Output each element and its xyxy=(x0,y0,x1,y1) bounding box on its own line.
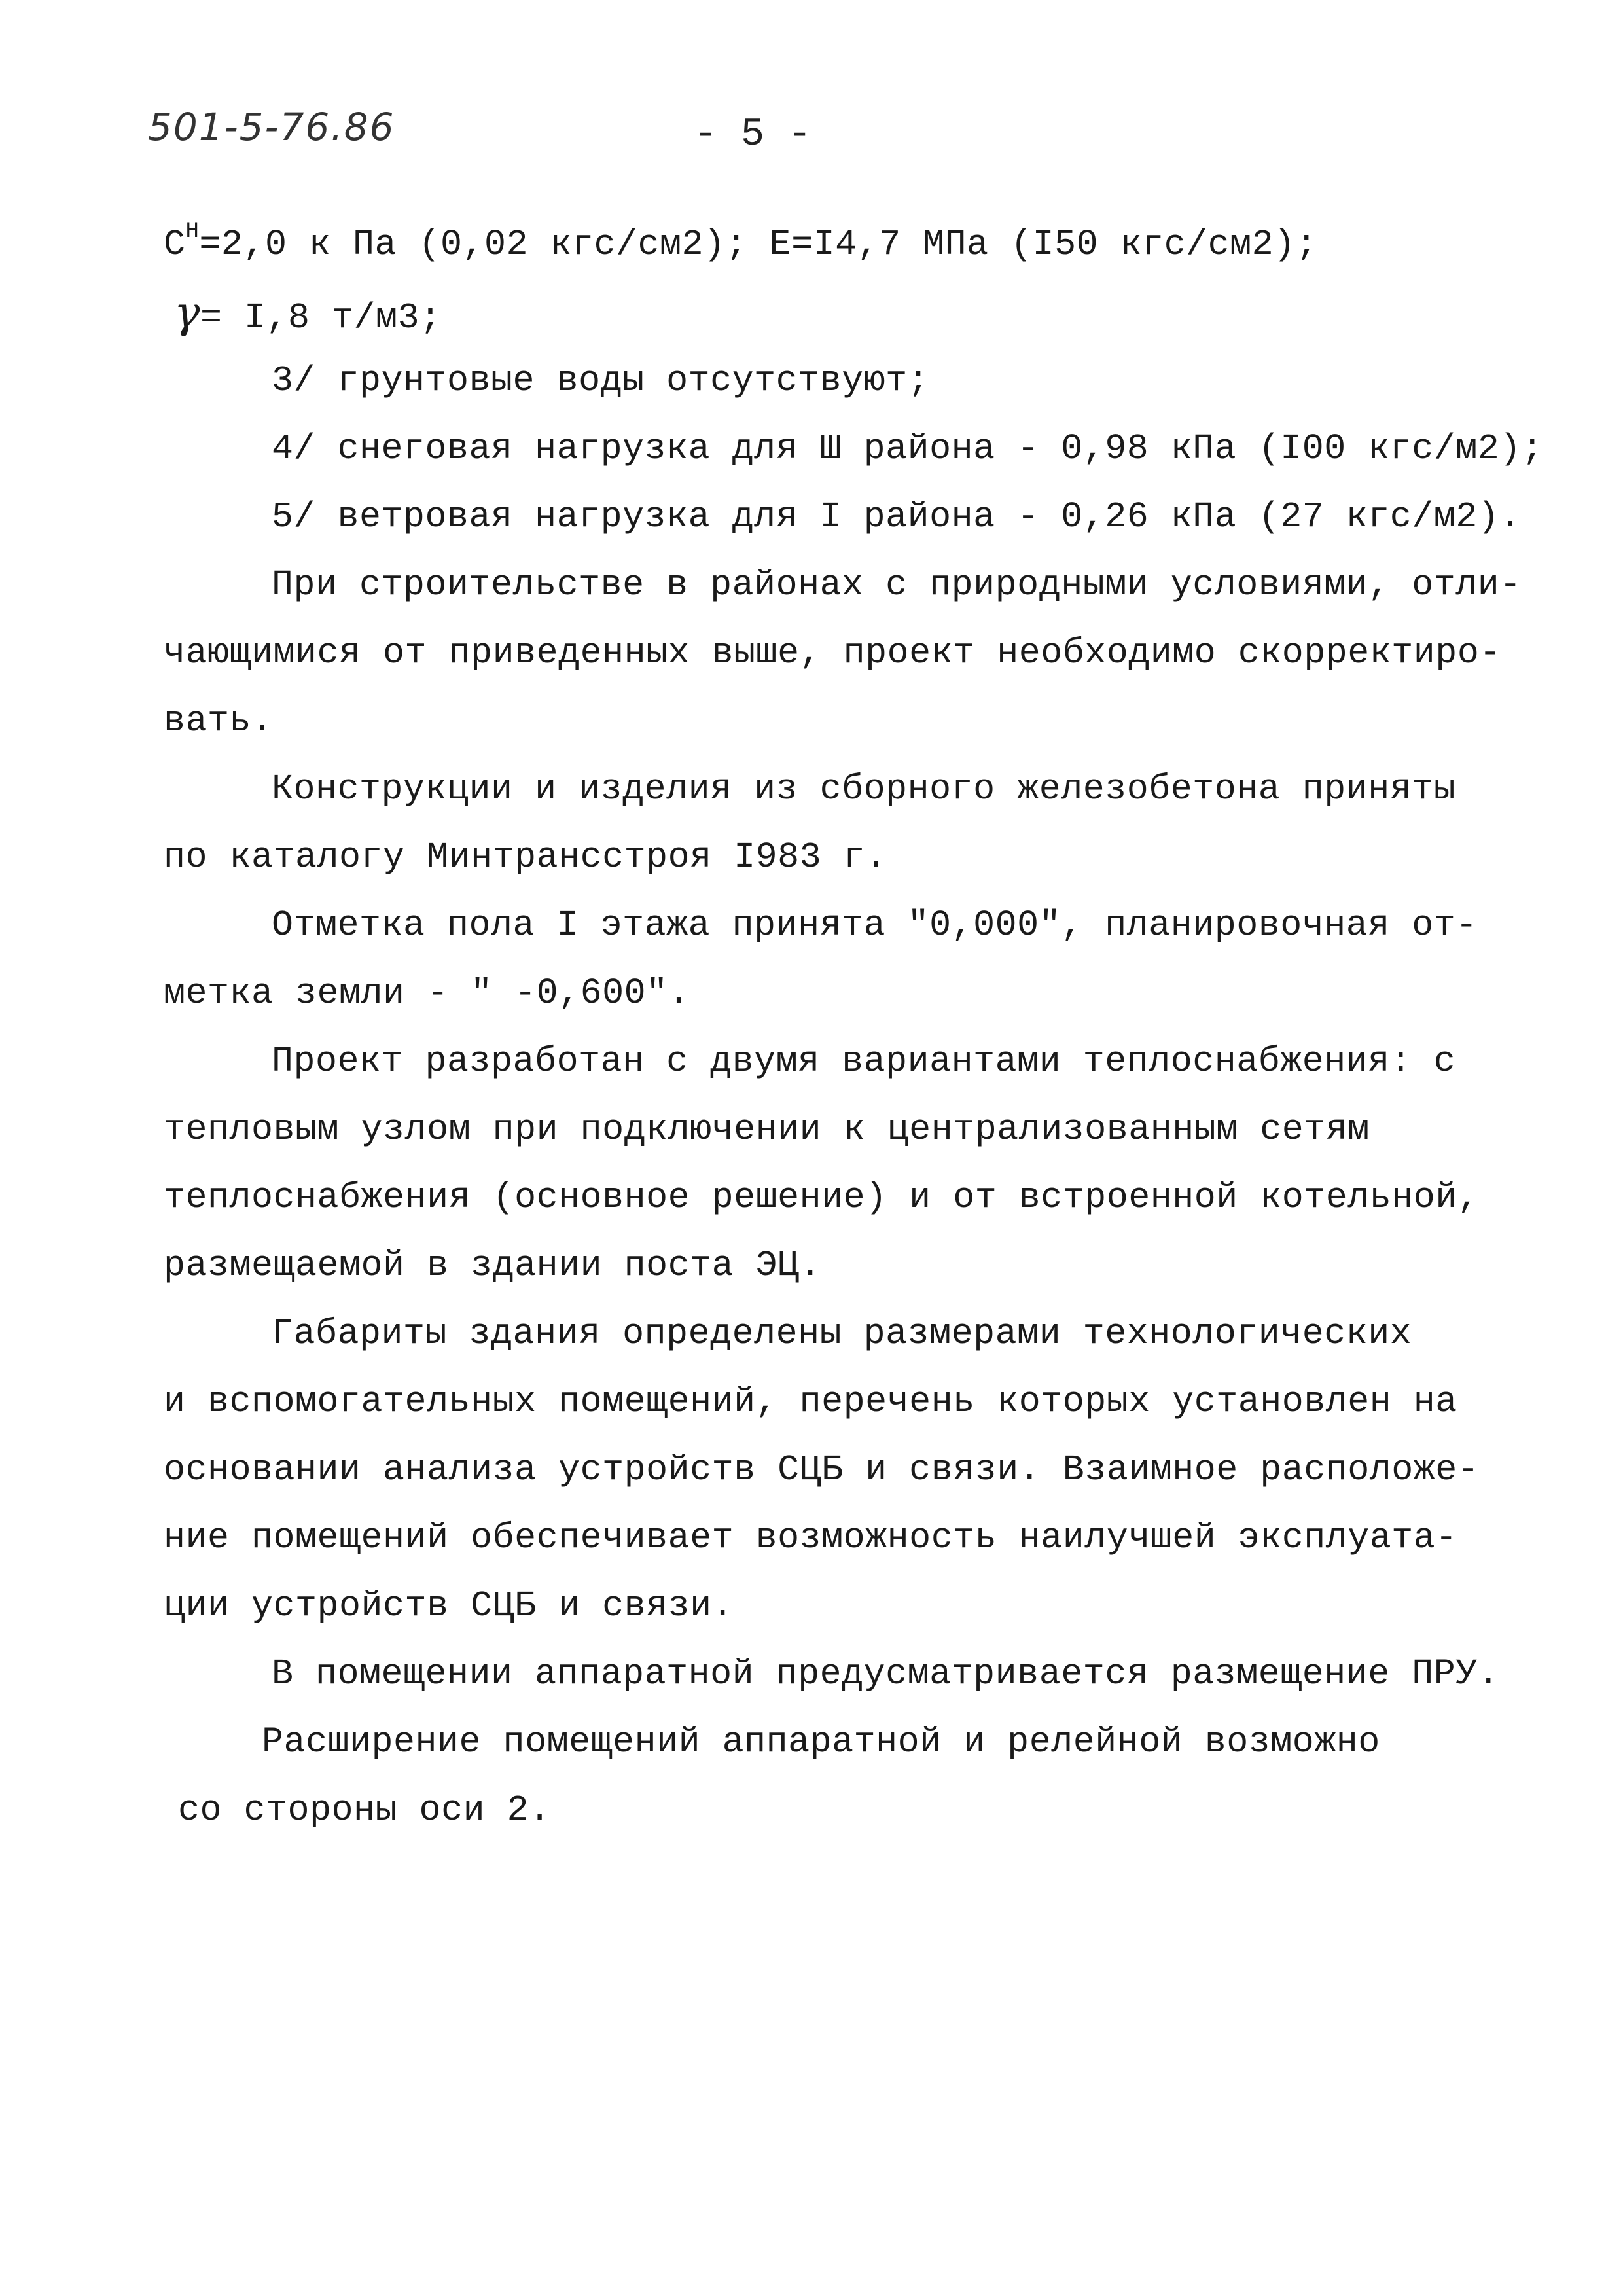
paragraph-line: теплоснабжения (основное решение) и от встроенной котельной, xyxy=(164,1177,1480,1218)
paragraph-line: Габариты здания определены размерами технологических xyxy=(272,1313,1412,1354)
document-body xyxy=(164,211,1544,1844)
paragraph-line: Проект разработан с двумя вариантами теплоснабжения: с xyxy=(272,1041,1456,1082)
gamma-symbol: γ xyxy=(174,287,200,338)
paragraph-line: основании анализа устройств СЦБ и связи. Взаимное расположе- xyxy=(164,1449,1480,1490)
cohesion-symbol: C xyxy=(164,224,186,265)
paragraph-line: В помещении аппаратной предусматривается размещение ПРУ. xyxy=(272,1653,1500,1695)
paragraph-line: чающимися от приведенных выше, проект необходимо скорректиро- xyxy=(164,632,1501,673)
formula-line-cohesion xyxy=(164,211,1512,279)
paragraph-line: тепловым узлом при подключении к централизованным сетям xyxy=(164,1109,1370,1150)
paragraph-line: метка земли - " -0,600". xyxy=(164,973,690,1014)
document-code: 501-5-76.86 xyxy=(148,105,395,149)
formula-line-density xyxy=(164,279,1512,347)
paragraph-line: размещаемой в здании поста ЭЦ. xyxy=(164,1245,822,1286)
density-text: = I,8 т/м3; xyxy=(200,297,442,338)
formula-line-text: =2,0 к Па (0,02 кгс/см2); Е=I4,7 МПа (I50 кгс/см2); xyxy=(199,224,1318,265)
paragraph-line: При строительстве в районах с природными условиями, отли- xyxy=(272,564,1522,605)
cohesion-superscript: Н xyxy=(185,219,200,244)
paragraph-line: Отметка пола I этажа принята "0,000", планировочная от- xyxy=(272,905,1478,946)
page-number: - 5 - xyxy=(694,113,812,157)
paragraph-line: и вспомогательных помещений, перечень которых установлен на xyxy=(164,1381,1457,1422)
paragraph-line: ции устройств СЦБ и связи. xyxy=(164,1585,734,1626)
paragraph-line: со стороны оси 2. xyxy=(178,1789,551,1831)
list-item: 3/ грунтовые воды отсутствуют; xyxy=(272,360,930,401)
paragraph-line: ние помещений обеспечивает возможность наилучшей эксплуата- xyxy=(164,1517,1457,1558)
paragraph-line: Конструкции и изделия из сборного железобетона приняты xyxy=(272,768,1456,810)
list-item: 5/ ветровая нагрузка для I района - 0,26 кПа (27 кгс/м2). xyxy=(272,496,1522,537)
paragraph-line: по каталогу Минтрансстроя I983 г. xyxy=(164,836,887,878)
paragraph-line: Расширение помещений аппаратной и релейной возможно xyxy=(262,1721,1380,1763)
paragraph-line: вать. xyxy=(164,700,274,742)
list-item: 4/ снеговая нагрузка для Ш района - 0,98 кПа (I00 кгс/м2); xyxy=(272,428,1544,469)
